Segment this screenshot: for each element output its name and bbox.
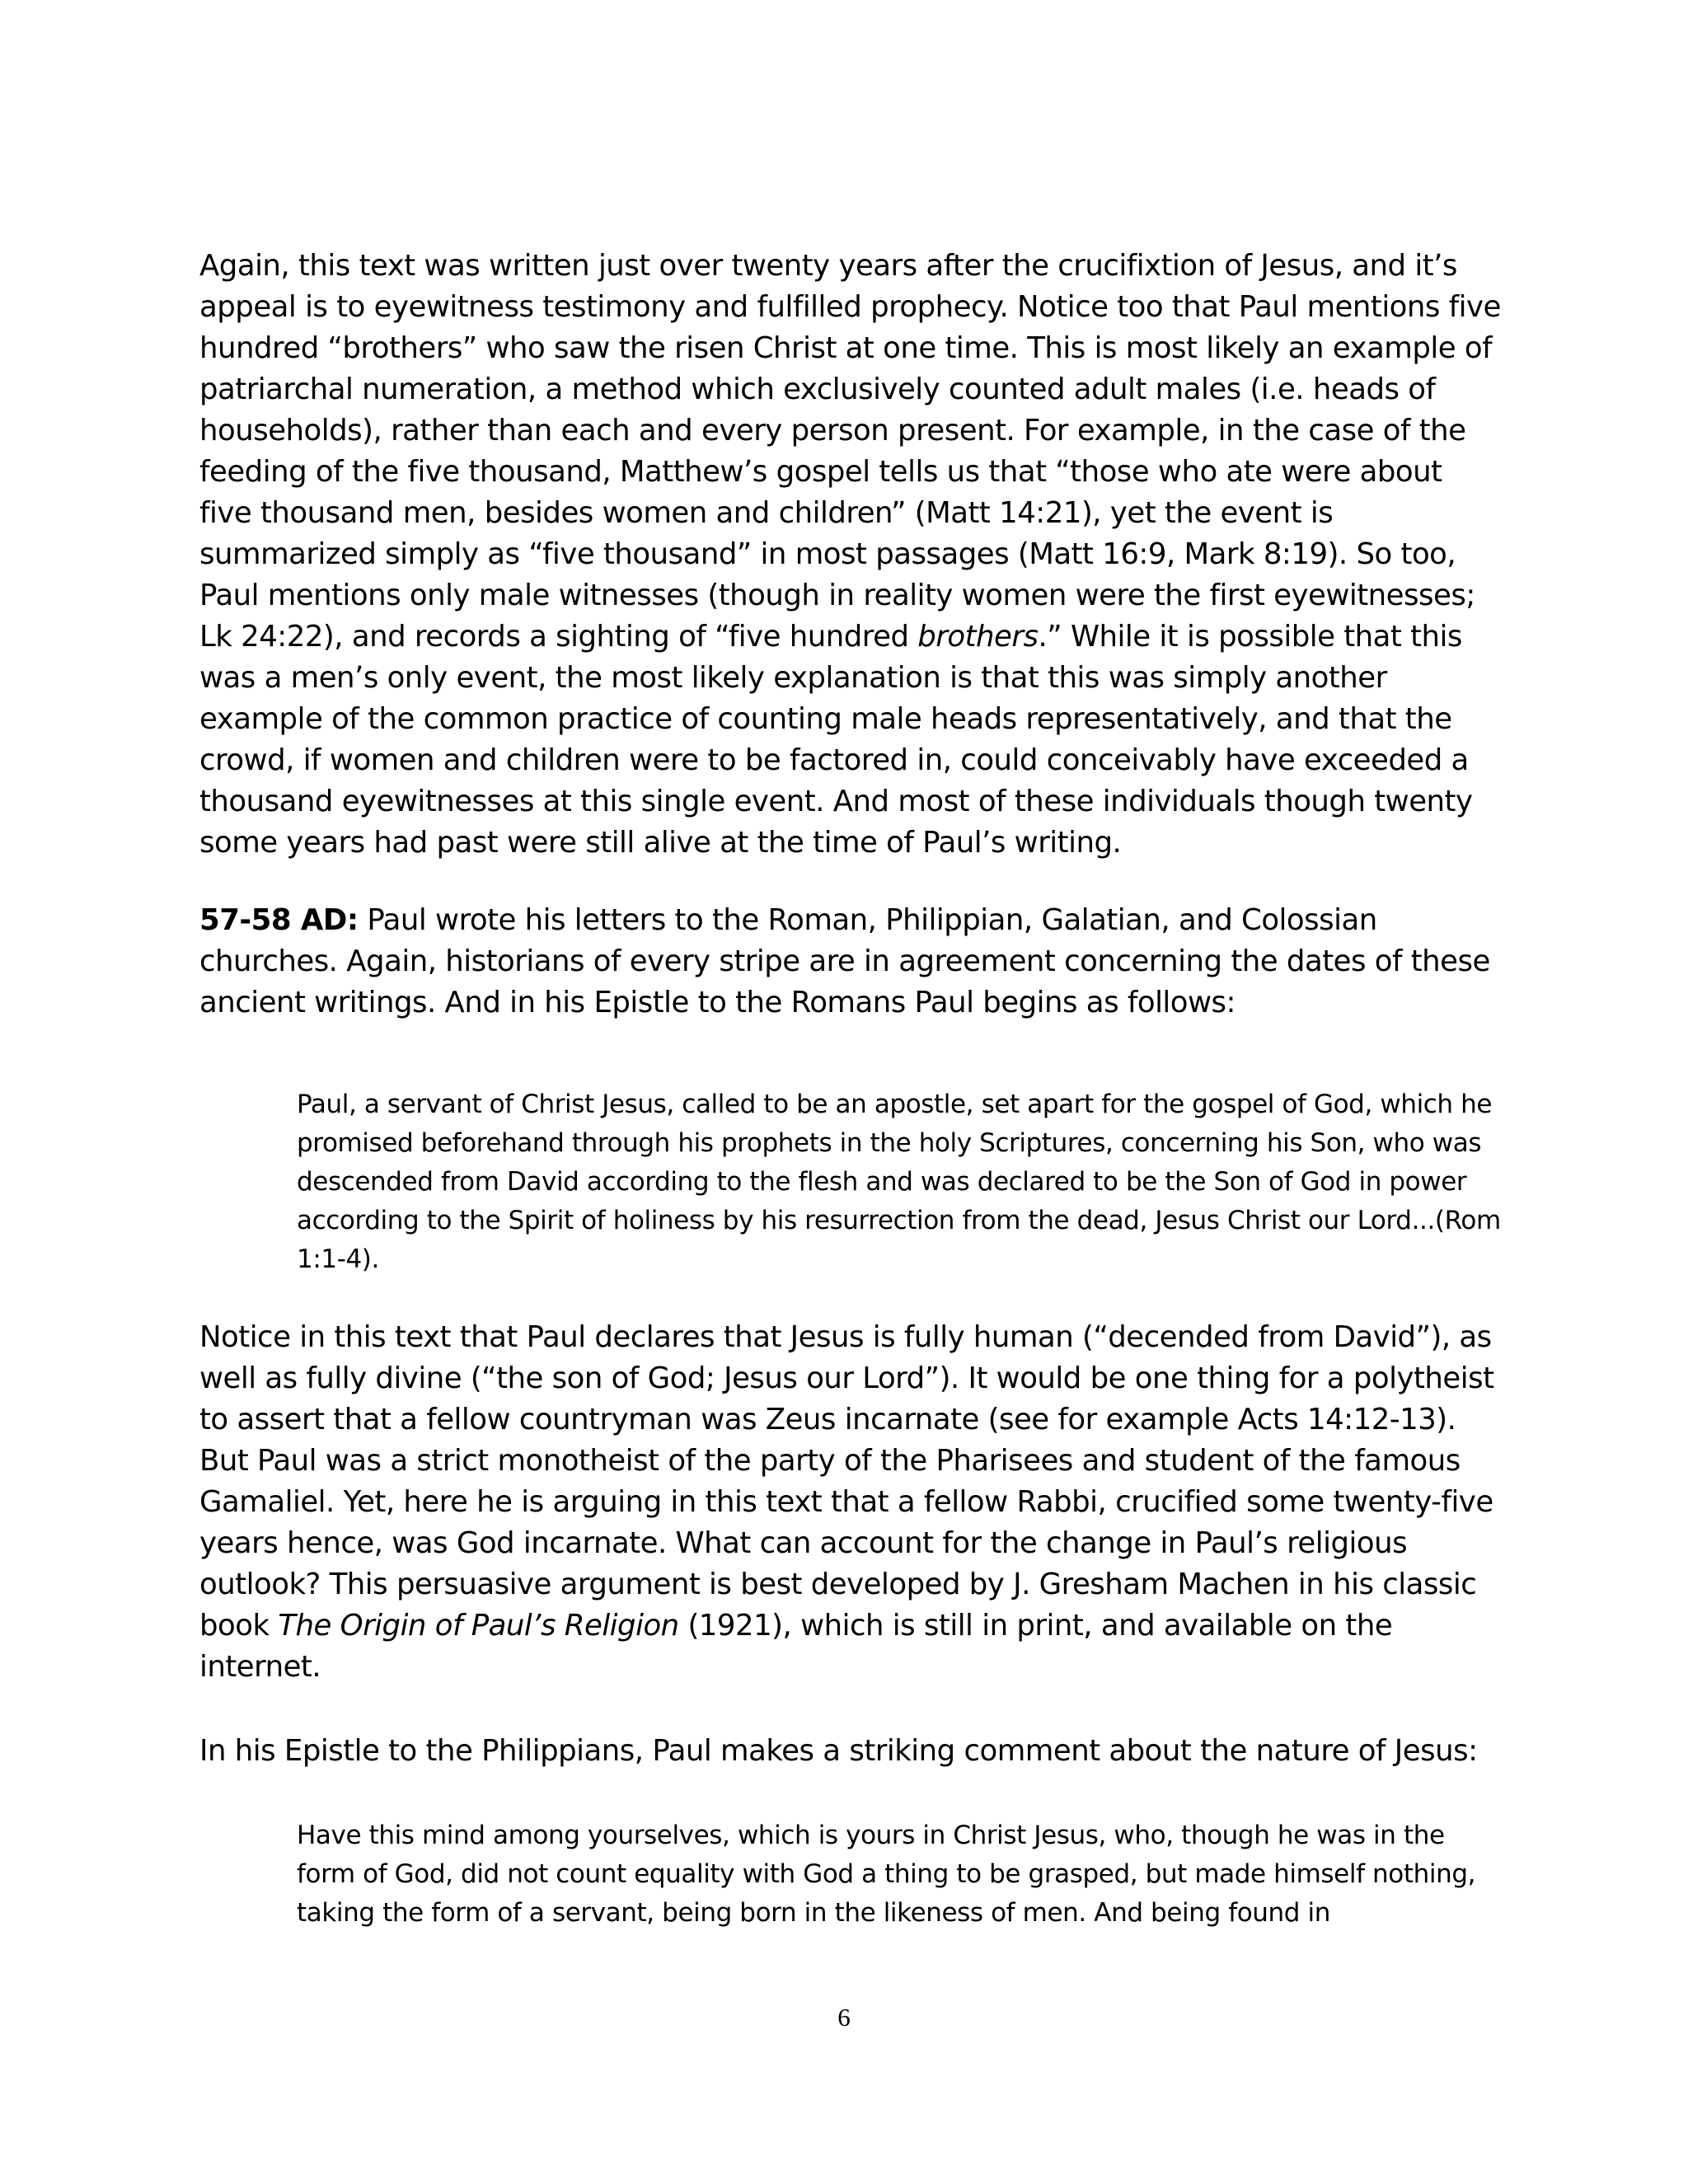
block-quote: Have this mind among yourselves, which is yours in Christ Jesus, who, though he was in the form of God, did not count equality with God a thing to be grasped, but made himself nothing, taking the form of a servant, being born in the likeness of men. And being found in xyxy=(297,1821,1476,1928)
book-title: The Origin of Paul’s Religion xyxy=(278,1609,679,1643)
body-paragraph xyxy=(199,1317,1502,1688)
date-heading: 57-58 AD: xyxy=(199,903,359,937)
italic-emphasis: brothers xyxy=(917,620,1039,654)
paragraph-text-end: (1921), which is still in print, and available on the internet. xyxy=(199,1609,1393,1684)
block-quote: Paul, a servant of Christ Jesus, called to be an apostle, set apart for the gospel of God, which he promised beforehand through his prophets in the holy Scriptures, concerning his Son, who was descended from David according to the flesh and was declared to be the Son of God in power according to the Spirit of holiness by his resurrection from the dead, Jesus Christ our Lord...(Rom 1:1-4). xyxy=(297,1090,1501,1274)
page-number: 6 xyxy=(837,2003,851,2032)
paragraph-text: Notice in this text that Paul declares that Jesus is fully human (“decended from David”), as well as fully divine (“the son of God; Jesus our Lord”). It would be one thing for a polytheist to assert that a fellow countryman was Zeus incarnate (see for example Acts 14:12-13). But Paul was a strict monotheist of the party of the Pharisees and student of the famous Gamaliel. Yet, here he is arguing in this text that a fellow Rabbi, crucified some twenty-five years hence, was God incarnate. What can account for the change in Paul’s religious outlook? This persuasive argument is best developed by J. Gresham Machen in his classic book xyxy=(199,1320,1494,1643)
paragraph-text-end: .” While it is possible that this was a men’s only event, the most likely explanation is that this was simply another example of the common practice of counting male heads representatively, and that the crowd, if women and children were to be factored in, could conceivably have exceeded a thousand eyewitnesses at this single event. And most of these individuals though twenty some years had past were still alive at the time of Paul’s writing. xyxy=(199,620,1473,860)
body-paragraph xyxy=(199,246,1502,864)
body-paragraph: In his Epistle to the Philippians, Paul makes a striking comment about the nature of Jesus: xyxy=(199,1734,1478,1768)
paragraph-text: Again, this text was written just over twenty years after the crucifixtion of Jesus, and it’s appeal is to eyewitness testimony and fulfilled prophecy. Notice too that Paul mentions five hundred “brothers” who saw the risen Christ at one time. This is most likely an example of patriarchal numeration, a method which exclusively counted adult males (i.e. heads of households), rather than each and every person present. For example, in the case of the feeding of the five thousand, Matthew’s gospel tells us that “those who ate were about five thousand men, besides women and children” (Matt 14:21), yet the event is summarized simply as “five thousand” in most passages (Matt 16:9, Mark 8:19). So too, Paul mentions only male witnesses (though in reality women were the first eyewitnesses; Lk 24:22), and records a sighting of “five hundred xyxy=(199,249,1501,654)
paragraph-text: Paul wrote his letters to the Roman, Philippian, Galatian, and Colossian churches. Again, historians of every stripe are in agreement concerning the dates of these ancient writings. And in his Epistle to the Romans Paul begins as follows: xyxy=(199,903,1490,1019)
body-paragraph xyxy=(199,900,1502,1024)
